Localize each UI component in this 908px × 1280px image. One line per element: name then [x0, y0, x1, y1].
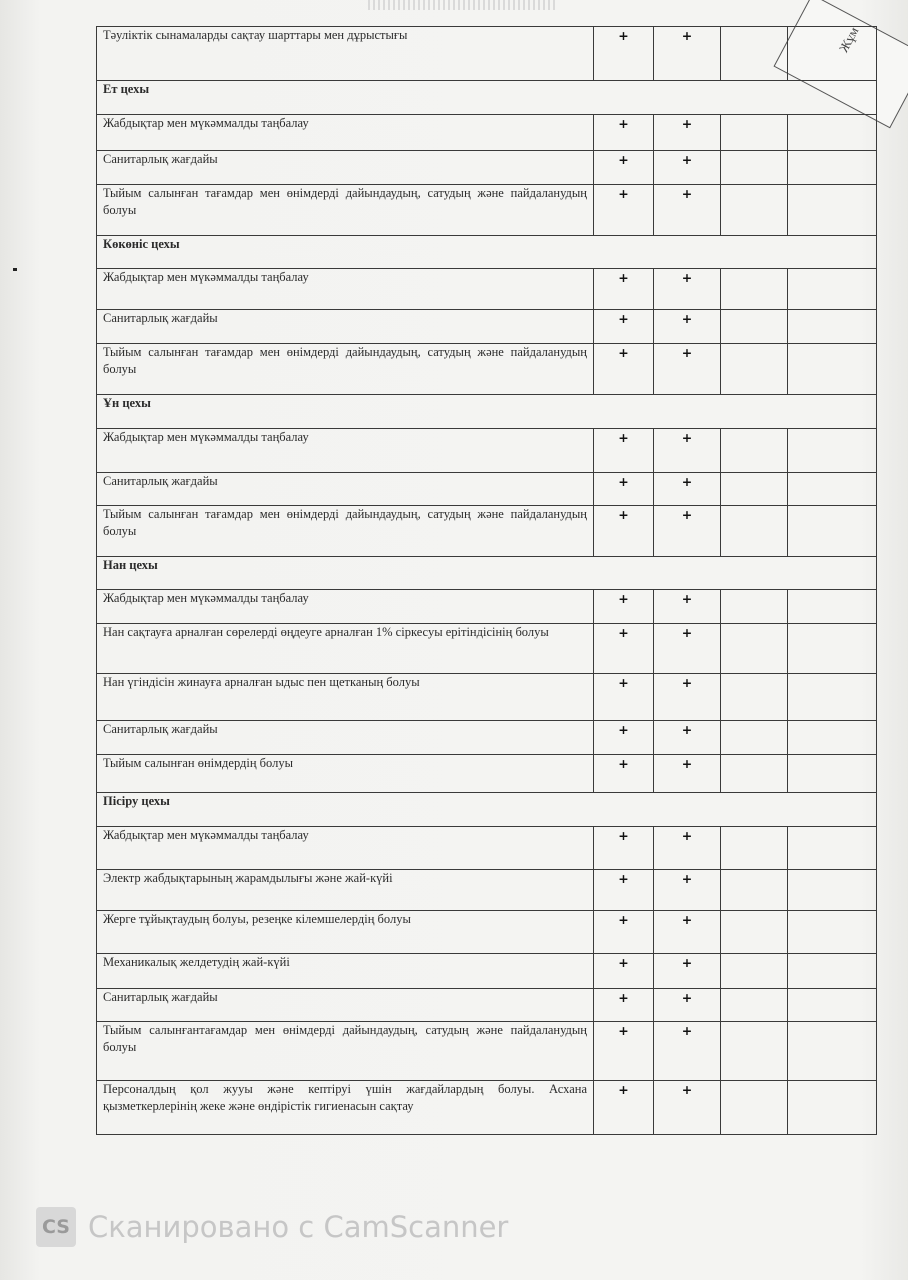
checklist-row	[97, 151, 877, 185]
bleed-through-marks	[368, 0, 558, 10]
empty-cell-d	[788, 506, 877, 557]
empty-cell-c	[721, 310, 788, 344]
check-mark-b: +	[654, 506, 721, 557]
empty-cell-c	[721, 1022, 788, 1081]
check-mark-a: +	[594, 185, 654, 236]
check-mark-a: +	[594, 755, 654, 793]
empty-cell-d	[788, 344, 877, 395]
criterion-text: Тыйым салынған тағамдар мен өнімдерді дайындаудың, сатудың және пайдаланудың болуы	[97, 344, 594, 395]
check-mark-a: +	[594, 151, 654, 185]
section-header-row	[97, 793, 877, 827]
empty-cell-c	[721, 185, 788, 236]
criterion-text: Механикалық желдетудің жай-күйі	[97, 954, 594, 989]
camscanner-logo-icon: CS	[36, 1207, 76, 1247]
check-mark-b: +	[654, 344, 721, 395]
criterion-text: Нан сақтауға арналған сөрелерді өңдеуге арналған 1% сіркесуы ерітіндісінің болуы	[97, 624, 594, 674]
checklist-row	[97, 185, 877, 236]
criterion-text: Жабдықтар мен мүкәммалды таңбалау	[97, 269, 594, 310]
check-mark-b: +	[654, 269, 721, 310]
empty-cell-d	[788, 473, 877, 506]
check-mark-a: +	[594, 590, 654, 624]
checklist-row	[97, 954, 877, 989]
check-mark-b: +	[654, 1081, 721, 1135]
empty-cell-c	[721, 473, 788, 506]
check-mark-a: +	[594, 344, 654, 395]
empty-cell-d	[788, 827, 877, 870]
section-title: Нан цехы	[97, 557, 877, 590]
criterion-text: Жерге тұйықтаудың болуы, резеңке кілемшелердің болуы	[97, 911, 594, 954]
check-mark-a: +	[594, 269, 654, 310]
empty-cell-d	[788, 1081, 877, 1135]
check-mark-a: +	[594, 506, 654, 557]
camscanner-text: Сканировано с CamScanner	[88, 1210, 509, 1244]
check-mark-a: +	[594, 27, 654, 81]
check-mark-a: +	[594, 624, 654, 674]
criterion-text: Жабдықтар мен мүкәммалды таңбалау	[97, 115, 594, 151]
check-mark-b: +	[654, 989, 721, 1022]
check-mark-b: +	[654, 954, 721, 989]
empty-cell-c	[721, 624, 788, 674]
section-header-row	[97, 236, 877, 269]
empty-cell-d	[788, 310, 877, 344]
check-mark-a: +	[594, 674, 654, 721]
check-mark-b: +	[654, 911, 721, 954]
check-mark-b: +	[654, 590, 721, 624]
checklist-row	[97, 674, 877, 721]
checklist-row	[97, 27, 877, 81]
criterion-text: Санитарлық жағдайы	[97, 310, 594, 344]
empty-cell-c	[721, 27, 788, 81]
check-mark-a: +	[594, 429, 654, 473]
checklist-row	[97, 624, 877, 674]
empty-cell-d	[788, 755, 877, 793]
empty-cell-c	[721, 870, 788, 911]
checklist-row	[97, 429, 877, 473]
section-header-row	[97, 557, 877, 590]
section-title: Көкөніс цехы	[97, 236, 877, 269]
check-mark-b: +	[654, 473, 721, 506]
empty-cell-d	[788, 115, 877, 151]
checklist-row	[97, 989, 877, 1022]
empty-cell-d	[788, 185, 877, 236]
checklist-row	[97, 344, 877, 395]
section-title: Ұн цехы	[97, 395, 877, 429]
empty-cell-c	[721, 590, 788, 624]
section-title: Пісіру цехы	[97, 793, 877, 827]
criterion-text: Санитарлық жағдайы	[97, 721, 594, 755]
empty-cell-c	[721, 1081, 788, 1135]
empty-cell-c	[721, 721, 788, 755]
empty-cell-d	[788, 721, 877, 755]
empty-cell-c	[721, 344, 788, 395]
empty-cell-d	[788, 590, 877, 624]
criterion-text: Санитарлық жағдайы	[97, 151, 594, 185]
check-mark-a: +	[594, 310, 654, 344]
empty-cell-c	[721, 755, 788, 793]
check-mark-b: +	[654, 310, 721, 344]
stamp-text: Жұм	[835, 24, 862, 55]
camscanner-watermark	[36, 1205, 508, 1249]
inspection-checklist-table	[96, 26, 877, 1135]
check-mark-a: +	[594, 1022, 654, 1081]
criterion-text: Тыйым салынған тағамдар мен өнімдерді дайындаудың, сатудың және пайдаланудың болуы	[97, 185, 594, 236]
empty-cell-d	[788, 624, 877, 674]
check-mark-b: +	[654, 755, 721, 793]
checklist-row	[97, 911, 877, 954]
criterion-text: Жабдықтар мен мүкәммалды таңбалау	[97, 827, 594, 870]
check-mark-b: +	[654, 870, 721, 911]
section-header-row	[97, 395, 877, 429]
check-mark-a: +	[594, 1081, 654, 1135]
criterion-text: Тәуліктік сынамаларды сақтау шарттары мен дұрыстығы	[97, 27, 594, 81]
empty-cell-c	[721, 429, 788, 473]
check-mark-b: +	[654, 624, 721, 674]
empty-cell-d	[788, 1022, 877, 1081]
empty-cell-c	[721, 269, 788, 310]
criterion-text: Тыйым салынғантағамдар мен өнімдерді дайындаудың, сатудың және пайдаланудың болуы	[97, 1022, 594, 1081]
checklist-row	[97, 310, 877, 344]
empty-cell-d	[788, 954, 877, 989]
criterion-text: Персоналдың қол жууы және кептіруі үшін жағдайлардың болуы. Асхана қызметкерлерінің жеке және өндірістік гигиенасын сақтау	[97, 1081, 594, 1135]
empty-cell-c	[721, 115, 788, 151]
check-mark-a: +	[594, 115, 654, 151]
empty-cell-c	[721, 911, 788, 954]
empty-cell-c	[721, 674, 788, 721]
criterion-text: Нан үгіндісін жинауға арналған ыдыс пен щетканың болуы	[97, 674, 594, 721]
check-mark-b: +	[654, 27, 721, 81]
empty-cell-d	[788, 429, 877, 473]
check-mark-b: +	[654, 674, 721, 721]
empty-cell-c	[721, 151, 788, 185]
criterion-text: Электр жабдықтарының жарамдылығы және жай-күйі	[97, 870, 594, 911]
check-mark-b: +	[654, 115, 721, 151]
checklist-row	[97, 721, 877, 755]
empty-cell-c	[721, 506, 788, 557]
criterion-text: Жабдықтар мен мүкәммалды таңбалау	[97, 429, 594, 473]
checklist-row	[97, 1022, 877, 1081]
empty-cell-d	[788, 27, 877, 81]
checklist-row	[97, 473, 877, 506]
check-mark-a: +	[594, 989, 654, 1022]
empty-cell-c	[721, 954, 788, 989]
criterion-text: Тыйым салынған өнімдердің болуы	[97, 755, 594, 793]
check-mark-b: +	[654, 721, 721, 755]
empty-cell-c	[721, 827, 788, 870]
check-mark-a: +	[594, 911, 654, 954]
check-mark-a: +	[594, 721, 654, 755]
checklist-row	[97, 115, 877, 151]
check-mark-b: +	[654, 827, 721, 870]
criterion-text: Санитарлық жағдайы	[97, 989, 594, 1022]
empty-cell-d	[788, 269, 877, 310]
section-header-row	[97, 81, 877, 115]
check-mark-a: +	[594, 827, 654, 870]
margin-mark	[13, 268, 17, 271]
empty-cell-c	[721, 989, 788, 1022]
check-mark-a: +	[594, 473, 654, 506]
checklist-row	[97, 827, 877, 870]
check-mark-b: +	[654, 185, 721, 236]
empty-cell-d	[788, 911, 877, 954]
check-mark-b: +	[654, 151, 721, 185]
checklist-row	[97, 269, 877, 310]
check-mark-a: +	[594, 954, 654, 989]
checklist-row	[97, 506, 877, 557]
empty-cell-d	[788, 674, 877, 721]
checklist-row	[97, 870, 877, 911]
section-title: Ет цехы	[97, 81, 877, 115]
empty-cell-d	[788, 151, 877, 185]
criterion-text: Санитарлық жағдайы	[97, 473, 594, 506]
criterion-text: Тыйым салынған тағамдар мен өнімдерді дайындаудың, сатудың және пайдаланудың болуы	[97, 506, 594, 557]
empty-cell-d	[788, 989, 877, 1022]
checklist-row	[97, 755, 877, 793]
checklist-row	[97, 590, 877, 624]
checklist-row	[97, 1081, 877, 1135]
criterion-text: Жабдықтар мен мүкәммалды таңбалау	[97, 590, 594, 624]
empty-cell-d	[788, 870, 877, 911]
check-mark-b: +	[654, 1022, 721, 1081]
check-mark-b: +	[654, 429, 721, 473]
check-mark-a: +	[594, 870, 654, 911]
